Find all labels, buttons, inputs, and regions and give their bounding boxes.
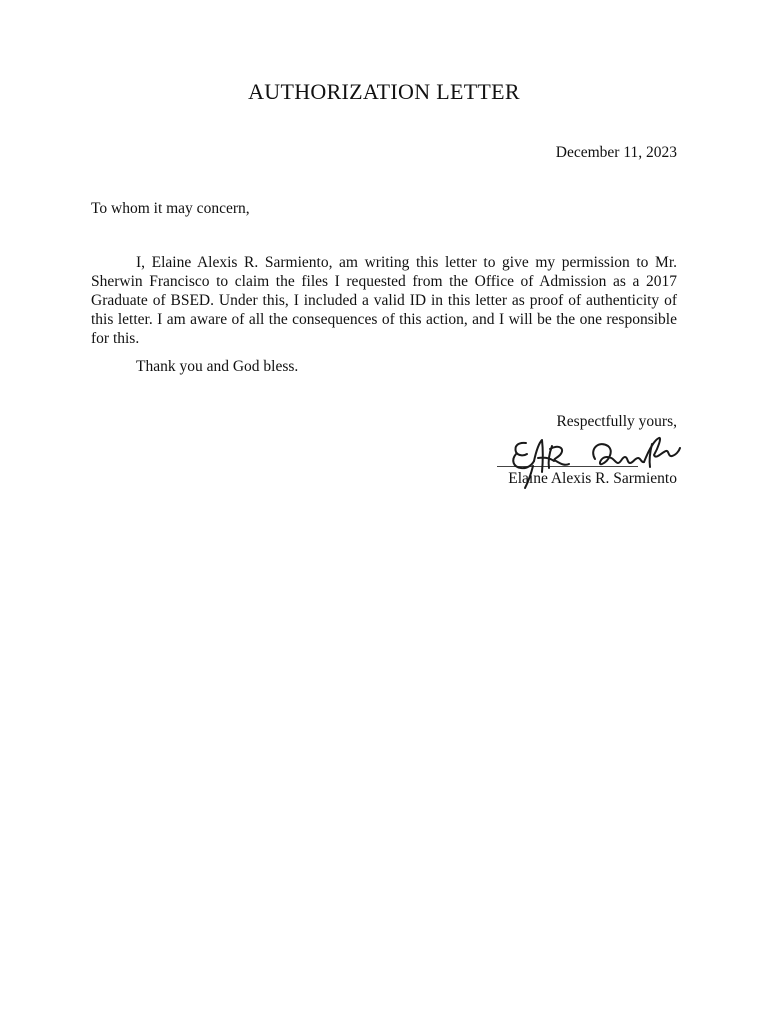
body-paragraph: I, Elaine Alexis R. Sarmiento, am writing this letter to give my permission to Mr. Sherwin Francisco to claim the files I requested from the Office of Admission as a 2017 Graduate of BSED. Under this, I included a valid ID in this letter as proof of authenticity of this letter. I am aware of all the consequences of this action, and I will be the one responsible for this.	[91, 254, 677, 347]
letter-title: AUTHORIZATION LETTER	[248, 79, 520, 104]
letter-date: December 11, 2023	[555, 144, 677, 161]
thanks-line: Thank you and God bless.	[136, 358, 299, 375]
signer-name: Elaine Alexis R. Sarmiento	[508, 470, 677, 487]
complimentary-close: Respectfully yours,	[556, 413, 677, 430]
salutation: To whom it may concern,	[91, 200, 250, 217]
